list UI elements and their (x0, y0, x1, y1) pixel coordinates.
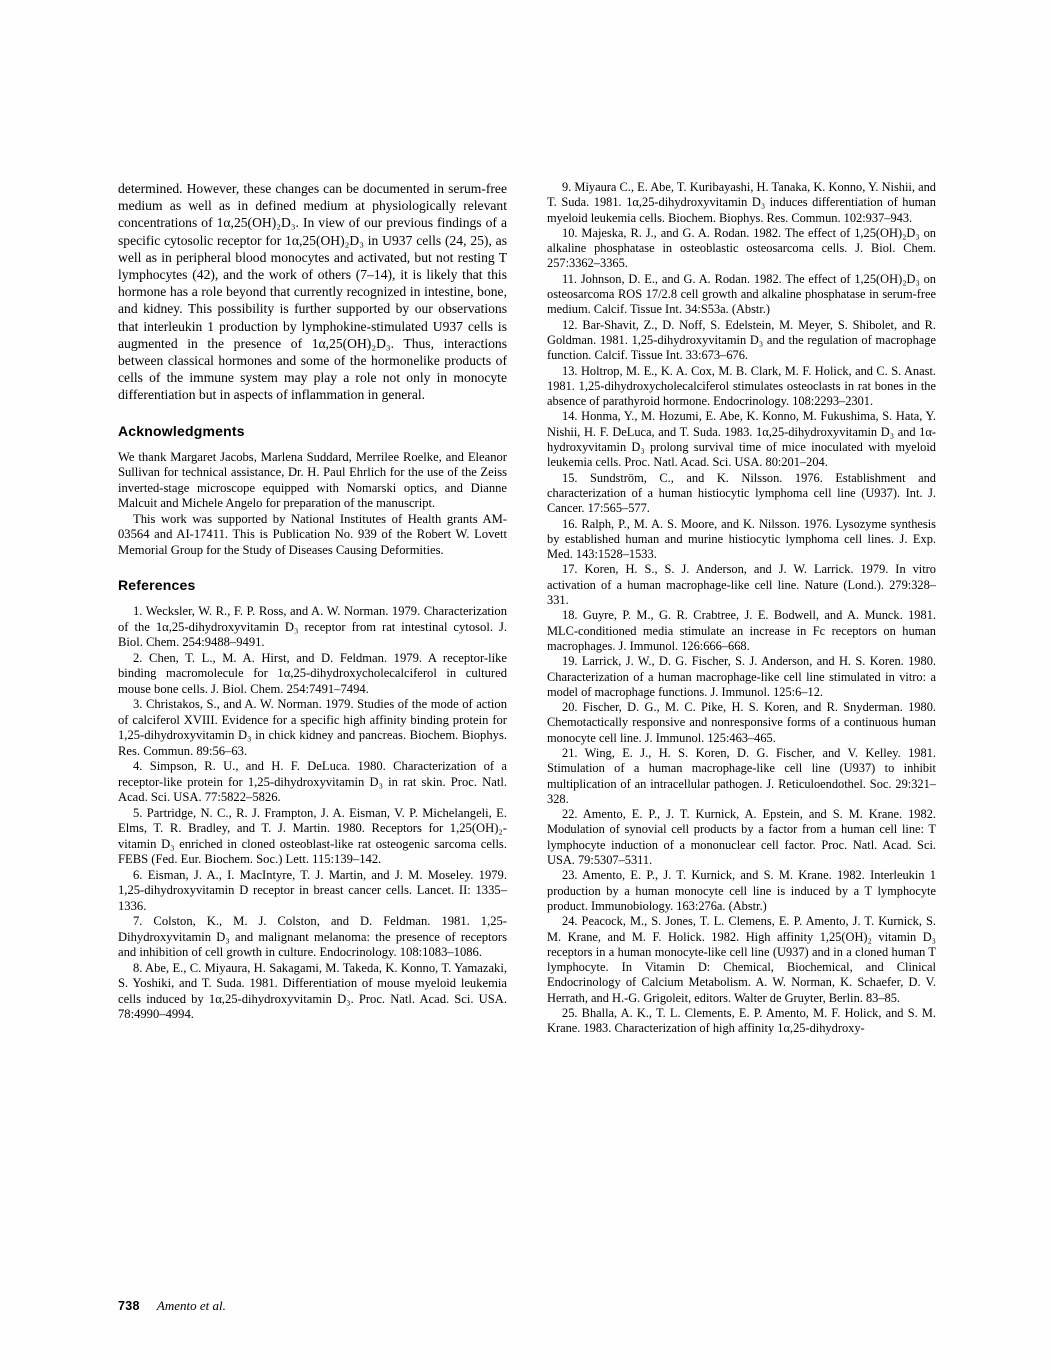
reference-item: 8. Abe, E., C. Miyaura, H. Sakagami, M. Takeda, K. Konno, T. Yamazaki, S. Yoshiki, and T. Suda. 1981. Differentiation of mouse myeloid leukemia cells induced by 1α,25-dihydroxyvitamin D₃. Proc. Natl. Acad. Sci. USA. 78:4990–4994. (118, 960, 507, 1022)
acknowledgments-body (118, 450, 507, 559)
reference-item: 16. Ralph, P., M. A. S. Moore, and K. Nilsson. 1976. Lysozyme synthesis by established human and murine histiocytic lymphoma cell lines. J. Exp. Med. 143:1528–1533. (547, 516, 936, 562)
reference-item: 19. Larrick, J. W., D. G. Fischer, S. J. Anderson, and H. S. Koren. 1980. Characterization of a human macrophage-like cell line stimulated in vitro: a model of macrophage functions. J. Immunol. 125:6–12. (547, 654, 936, 699)
acknowledgments-heading: Acknowledgments (118, 422, 245, 439)
reference-item: 13. Holtrop, M. E., K. A. Cox, M. B. Clark, M. F. Holick, and C. S. Anast. 1981. 1,25-dihydroxycholecalciferol stimulates osteoclasts in rat bones in the absence of parathyroid hormone. Endocrinology. 108:2293–2301. (547, 363, 936, 409)
reference-item: 17. Koren, H. S., S. J. Anderson, and J. W. Larrick. 1979. In vitro activation of a human macrophage-like cell line. Nature (Lond.). 279:328–331. (547, 562, 936, 608)
reference-item: 22. Amento, E. P., J. T. Kurnick, A. Epstein, and S. M. Krane. 1982. Modulation of synovial cell products by a factor from a human cell line: T lymphocyte induction of a mononuclear cell factor. Proc. Natl. Acad. Sci. USA. 79:5307–5311. (547, 807, 936, 868)
reference-item: 21. Wing, E. J., H. S. Koren, D. G. Fischer, and V. Kelley. 1981. Stimulation of a human macrophage-like cell line (U937) to inhibit multiplication of an intracellular pathogen. J. Reticuloendothel. Soc. 29:321–328. (547, 745, 936, 806)
reference-item: 6. Eisman, J. A., I. MacIntyre, T. J. Martin, and J. M. Moseley. 1979. 1,25-dihydroxyvitamin D receptor in breast cancer cells. Lancet. II: 1335–1336. (118, 867, 507, 913)
page-number: 738 (118, 1299, 140, 1313)
reference-item: 15. Sundström, C., and K. Nilsson. 1976. Establishment and characterization of a human histiocytic lymphoma cell line (U937). Int. J. Cancer. 17:565–577. (547, 470, 936, 516)
reference-item: 24. Peacock, M., S. Jones, T. L. Clemens, E. P. Amento, J. T. Kurnick, S. M. Krane, and M. F. Holick. 1982. High affinity 1,25(OH)₂ vitamin D₃ receptors in a human monocyte-like cell line (U937) and in a cloned human T lymphocyte. In Vitamin D: Chemical, Biochemical, and Clinical Endocrinology of Calcium Metabolism. A. W. Norman, K. Schaefer, D. V. Herrath, and H.-G. Grigoleit, editors. Walter de Gruyter, Berlin. 83–85. (547, 914, 936, 1005)
references-heading: References (118, 577, 196, 594)
running-authors: Amento et al. (156, 1298, 226, 1313)
reference-item: 18. Guyre, P. M., G. R. Crabtree, J. E. Bodwell, and A. Munck. 1981. MLC-conditioned media stimulate an increase in Fc receptors on human macrophages. J. Immunol. 126:666–668. (547, 608, 936, 653)
reference-item: 11. Johnson, D. E., and G. A. Rodan. 1982. The effect of 1,25(OH)₂D₃ on osteosarcoma ROS 17/2.8 cell growth and alkaline phosphatase in serum-free medium. Calcif. Tissue Int. 34:S53a. (Abstr.) (547, 271, 936, 317)
reference-item: 25. Bhalla, A. K., T. L. Clements, E. P. Amento, M. F. Holick, and S. M. Krane. 1983. Characterization of high affinity 1α,25-dihydroxy- (547, 1006, 936, 1036)
reference-item: 1. Wecksler, W. R., F. P. Ross, and A. W. Norman. 1979. Characterization of the 1α,25-dihydroxyvitamin D₃ receptor from rat intestinal cytosol. J. Biol. Chem. 254:9488–9491. (118, 604, 507, 650)
reference-item: 14. Honma, Y., M. Hozumi, E. Abe, K. Konno, M. Fukushima, S. Hata, Y. Nishii, H. F. DeLuca, and T. Suda. 1983. 1α,25-dihydroxyvitamin D₃ and 1α-hydroxyvitamin D₃ prolong survival time of mice inoculated with myeloid leukemia cells. Proc. Natl. Acad. Sci. USA. 80:201–204. (547, 409, 936, 470)
left-column (118, 180, 507, 1037)
reference-item: 9. Miyaura C., E. Abe, T. Kuribayashi, H. Tanaka, K. Konno, Y. Nishii, and T. Suda. 1981. 1α,25-dihydroxyvitamin D₃ induces differentiation of human myeloid leukemia cells. Biochem. Biophys. Res. Commun. 102:937–943. (547, 180, 936, 225)
reference-item: 5. Partridge, N. C., R. J. Frampton, J. A. Eisman, V. P. Michelangeli, E. Elms, T. R. Bradley, and T. J. Martin. 1980. Receptors for 1,25(OH)₂-vitamin D₃ enriched in cloned osteoblast-like rat osteogenic sarcoma cells. FEBS (Fed. Eur. Biochem. Soc.) Lett. 115:139–142. (118, 805, 507, 867)
reference-item: 2. Chen, T. L., M. A. Hirst, and D. Feldman. 1979. A receptor-like binding macromolecule for 1α,25-dihydroxycholecalciferol in cultured mouse bone cells. J. Biol. Chem. 254:7491–7494. (118, 650, 507, 696)
right-column (547, 180, 936, 1037)
reference-item: 20. Fischer, D. G., M. C. Pike, H. S. Koren, and R. Snyderman. 1980. Chemotactically responsive and nonresponsive forms of a continuous human monocyte cell line. J. Immunol. 125:463–465. (547, 700, 936, 745)
reference-item: 4. Simpson, R. U., and H. F. DeLuca. 1980. Characterization of a receptor-like protein for 1,25-dihydroxyvitamin D₃ in rat skin. Proc. Natl. Acad. Sci. USA. 77:5822–5826. (118, 759, 507, 805)
references-list-left (118, 604, 507, 1023)
acknowledgments-paragraph-2: This work was supported by National Institutes of Health grants AM-03564 and AI-17411. This is Publication No. 939 of the Robert W. Lovett Memorial Group for the Study of Diseases Causing Deformities. (118, 511, 507, 557)
reference-item: 23. Amento, E. P., J. T. Kurnick, and S. M. Krane. 1982. Interleukin 1 production by a human monocyte cell line is induced by a T lymphocyte product. Immunobiology. 163:276a. (Abstr.) (547, 868, 936, 913)
two-column-layout (118, 180, 936, 1037)
body-paragraph: determined. However, these changes can be documented in serum-free medium as well as in defined medium at physiologically relevant concentrations of 1α,25(OH)₂D₃. In view of our previous findings of a specific cytosolic receptor for 1α,25(OH)₂D₃ in U937 cells (24, 25), as well as in peripheral blood monocytes and activated, but not resting T lymphocytes (42), and the work of others (7–14), it is likely that this hormone has a role beyond that currently recognized in intestine, bone, and kidney. This possibility is further supported by our observations that interleukin 1 production by lymphokine-stimulated U937 cells is augmented in the presence of 1α,25(OH)₂D₃. Thus, interactions between classical hormones and some of the hormonelike products of cells of the immune system may play a role not only in monocyte differentiation but in aspects of inflammation in general. (118, 181, 507, 403)
reference-item: 3. Christakos, S., and A. W. Norman. 1979. Studies of the mode of action of calciferol XVIII. Evidence for a specific high affinity binding protein for 1,25-dihydroxyvitamin D₃ in chick kidney and pancreas. Biochem. Biophys. Res. Commun. 89:56–63. (118, 697, 507, 758)
reference-item: 10. Majeska, R. J., and G. A. Rodan. 1982. The effect of 1,25(OH)₂D₃ on alkaline phosphatase in osteoblastic osteosarcoma cells. J. Biol. Chem. 257:3362–3365. (547, 225, 936, 271)
page-footer (118, 1298, 226, 1314)
reference-item: 12. Bar-Shavit, Z., D. Noff, S. Edelstein, M. Meyer, S. Shibolet, and R. Goldman. 1981. 1,25-dihydroxyvitamin D₃ and the regulation of macrophage function. Calcif. Tissue Int. 33:673–676. (547, 317, 936, 363)
reference-item: 7. Colston, K., M. J. Colston, and D. Feldman. 1981. 1,25-Dihydroxyvitamin D₃ and malignant melanoma: the presence of receptors and inhibition of cell growth in culture. Endocrinology. 108:1083–1086. (118, 914, 507, 960)
references-list-right (547, 180, 936, 1037)
acknowledgments-paragraph-1: We thank Margaret Jacobs, Marlena Suddard, Merrilee Roelke, and Eleanor Sullivan for technical assistance, Dr. H. Paul Ehrlich for the use of the Zeiss inverted-stage microscope equipped with Nomarski optics, and Dianne Malcuit and Michele Angelo for preparation of the manuscript. (118, 449, 507, 511)
